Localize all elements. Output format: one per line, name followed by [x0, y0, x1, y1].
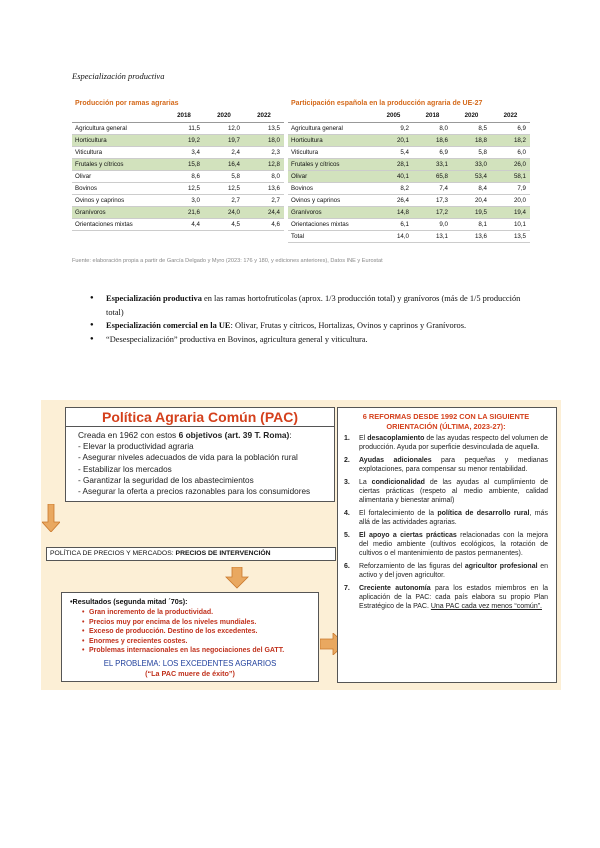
table-cell: 12,8: [244, 158, 284, 170]
table-row: [72, 146, 284, 158]
table-cell: 19,4: [491, 206, 530, 218]
table-cell: 2,7: [204, 194, 244, 206]
table-cell: 8,5: [452, 122, 491, 134]
table-cell: 28,1: [374, 158, 413, 170]
table-cell: 3,0: [164, 194, 204, 206]
table-row: [288, 206, 530, 218]
table-row: [288, 182, 530, 194]
row-label: Ovinos y caprinos: [288, 194, 374, 206]
table-cell: 58,1: [491, 170, 530, 182]
result-item: • Problemas internacionales en las negociaciones del GATT.: [82, 646, 310, 656]
table-cell: 13,5: [491, 230, 530, 242]
table-cell: 11,5: [164, 122, 204, 134]
column-header: 2020: [452, 110, 491, 122]
table-cell: 17,2: [413, 206, 452, 218]
table-cell: 40,1: [374, 170, 413, 182]
pac-objective: - Garantizar la seguridad de los abastecimientos: [78, 475, 254, 485]
column-header: 2022: [491, 110, 530, 122]
table-cell: 17,3: [413, 194, 452, 206]
section-heading: Especialización productiva: [72, 71, 165, 81]
table-row: [72, 218, 284, 230]
table-cell: 21,6: [164, 206, 204, 218]
table-cell: 18,2: [491, 134, 530, 146]
table-cell: 2,7: [244, 194, 284, 206]
table-cell: 8,1: [452, 218, 491, 230]
table-left-title: Producción por ramas agrarias: [75, 100, 179, 107]
table-cell: 20,1: [374, 134, 413, 146]
table-cell: 18,0: [244, 134, 284, 146]
table-cell: 20,0: [491, 194, 530, 206]
pac-objective: - Asegurar la oferta a precios razonables para los consumidores: [78, 487, 311, 497]
results-heading: •Resultados (segunda mitad ´70s):: [70, 597, 188, 606]
pac-objective: - Asegurar niveles adecuados de vida para la población rural: [78, 453, 298, 463]
reforms-box: [337, 407, 557, 683]
results-box: [61, 592, 319, 682]
column-header: 2005: [374, 110, 413, 122]
table-cell: 12,5: [204, 182, 244, 194]
table-row: [72, 182, 284, 194]
row-label: Olivar: [72, 170, 164, 182]
table-cell: 9,0: [413, 218, 452, 230]
bullet-item: ● Especialización productiva en las ramas hortofrutícolas (aprox. 1/3 producción total) y granívoros (más de 1/5 producción total): [90, 292, 540, 319]
table-row: [288, 158, 530, 170]
table-spanish-share-eu27: [288, 97, 530, 243]
table-cell: 13,5: [244, 122, 284, 134]
row-label: Viticultura: [72, 146, 164, 158]
arrow-down-left-icon: [42, 504, 60, 532]
column-header: 2020: [204, 110, 244, 122]
table-row: [288, 218, 530, 230]
table-cell: 8,2: [374, 182, 413, 194]
table-row: [288, 194, 530, 206]
table-cell: 4,6: [244, 218, 284, 230]
row-label: Total: [288, 230, 374, 242]
reform-item: 3. La condicionalidad de las ayudas al cumplimiento de ciertas prácticas (respeto al medio ambiente, calidad alimentaria y bienestar animal): [344, 479, 549, 504]
table-row: [72, 134, 284, 146]
table-cell: 18,8: [452, 134, 491, 146]
table-cell: 7,9: [491, 182, 530, 194]
row-label: Ovinos y caprinos: [72, 194, 164, 206]
table-cell: 65,8: [413, 170, 452, 182]
table-cell: 3,4: [164, 146, 204, 158]
table-row: [72, 194, 284, 206]
table-cell: 6,1: [374, 218, 413, 230]
problem-subtitle: (“La PAC muere de éxito”): [145, 668, 235, 678]
table-row: [72, 206, 284, 218]
table-cell: 15,8: [164, 158, 204, 170]
pac-title: Política Agraria Común (PAC): [66, 408, 334, 427]
table-cell: 14,0: [374, 230, 413, 242]
row-label: Granívoros: [72, 206, 164, 218]
table-cell: 16,4: [204, 158, 244, 170]
table-row: [72, 170, 284, 182]
reform-item: 1. El desacoplamiento de las ayudas respecto del volumen de producción. Ayuda por superficie desvinculada de aquella.: [344, 435, 549, 451]
table-cell: 5,8: [204, 170, 244, 182]
specialization-bullets: [90, 292, 540, 346]
row-label: Horticultura: [288, 134, 374, 146]
table-cell: 13,6: [452, 230, 491, 242]
table-cell: 18,6: [413, 134, 452, 146]
result-item: • Exceso de producción. Destino de los excedentes.: [82, 627, 310, 637]
pac-objective: - Estabilizar los mercados: [78, 464, 172, 474]
pac-objective: - Elevar la productividad agraria: [78, 442, 194, 452]
result-item: • Enormes y crecientes costes.: [82, 637, 310, 647]
table-production-by-branch: [72, 97, 284, 231]
table-cell: 5,4: [374, 146, 413, 158]
pac-objectives-box: [65, 407, 335, 502]
table-cell: 2,3: [244, 146, 284, 158]
reform-item: 5. El apoyo a ciertas prácticas relacionadas con la mejora del medio ambiente (cultivos ecológicos, la rotación de cultivos o el mantenimiento de pastos permanentes).: [344, 532, 549, 557]
table-row: [288, 122, 530, 134]
table-cell: 8,0: [413, 122, 452, 134]
pac-diagram-panel: [41, 400, 561, 690]
reform-item: 7. Creciente autonomía para los estados miembros en la aplicación de la PAC: cada país elabora su propio Plan Estratégico de la PAC. Una PAC cada vez menos “común”.: [344, 585, 548, 610]
table-cell: 26,0: [491, 158, 530, 170]
bullet-item: ● “Desespecialización” productiva en Bovinos, agricultura general y viticultura.: [90, 333, 540, 347]
table-cell: 26,4: [374, 194, 413, 206]
table-cell: 19,2: [164, 134, 204, 146]
column-header: 2018: [164, 110, 204, 122]
table-cell: 2,4: [204, 146, 244, 158]
arrow-down-icon: [225, 567, 249, 589]
table-cell: 8,4: [452, 182, 491, 194]
table-cell: 8,0: [244, 170, 284, 182]
table-cell: 8,6: [164, 170, 204, 182]
result-item: • Gran incremento de la productividad.: [82, 608, 310, 618]
row-label: Olivar: [288, 170, 374, 182]
pac-intro: Creada en 1962 con estos 6 objetivos (art. 39 T. Roma):: [78, 430, 292, 440]
table-cell: 24,4: [244, 206, 284, 218]
bullet-item: ● Especialización comercial en la UE: Olivar, Frutas y cítricos, Hortalizas, Ovinos y caprinos y Granívoros.: [90, 319, 540, 333]
table-cell: 6,9: [491, 122, 530, 134]
table-cell: 13,6: [244, 182, 284, 194]
table-row: [288, 146, 530, 158]
row-label: Orientaciones mixtas: [288, 218, 374, 230]
column-header: 2018: [413, 110, 452, 122]
row-label: Agricultura general: [288, 122, 374, 134]
row-label: Frutales y cítricos: [72, 158, 164, 170]
row-label: Viticultura: [288, 146, 374, 158]
table-cell: 12,0: [204, 122, 244, 134]
table-cell: 4,5: [204, 218, 244, 230]
table-cell: 19,7: [204, 134, 244, 146]
row-label: Bovinos: [72, 182, 164, 194]
row-label: Frutales y cítricos: [288, 158, 374, 170]
table-cell: 6,9: [413, 146, 452, 158]
table-cell: 4,4: [164, 218, 204, 230]
table-row: [288, 134, 530, 146]
reforms-title: 6 REFORMAS DESDE 1992 CON LA SIGUIENTE ORIENTACIÓN (ÚLTIMA, 2023-27):: [362, 412, 530, 431]
result-item: • Precios muy por encima de los niveles mundiales.: [82, 618, 310, 628]
table-cell: 24,0: [204, 206, 244, 218]
table-cell: 19,5: [452, 206, 491, 218]
table-row: [72, 158, 284, 170]
table-cell: 5,8: [452, 146, 491, 158]
table-cell: 12,5: [164, 182, 204, 194]
policy-prices-bar: POLÍTICA DE PRECIOS Y MERCADOS: PRECIOS DE INTERVENCIÓN: [46, 547, 336, 561]
row-label: Agricultura general: [72, 122, 164, 134]
table-cell: 6,0: [491, 146, 530, 158]
problem-statement: EL PROBLEMA: LOS EXCEDENTES AGRARIOS: [103, 658, 277, 668]
row-label: Orientaciones mixtas: [72, 218, 164, 230]
table-cell: 14,8: [374, 206, 413, 218]
reform-item: 2. Ayudas adicionales para pequeñas y medianas explotaciones, para compensar su menor rentabilidad.: [344, 457, 548, 474]
table-right-title: Participación española en la producción agraria de UE-27: [291, 100, 483, 107]
table-cell: 20,4: [452, 194, 491, 206]
table-cell: 9,2: [374, 122, 413, 134]
table-cell: 53,4: [452, 170, 491, 182]
table-cell: 7,4: [413, 182, 452, 194]
table-source-note: Fuente: elaboración propia a partir de García Delgado y Myro (2023: 176 y 180, y ediciones anteriores), Datos INE y Eurostat: [72, 258, 383, 264]
table-row: [72, 122, 284, 134]
row-label: Horticultura: [72, 134, 164, 146]
table-cell: 13,1: [413, 230, 452, 242]
table-cell: 10,1: [491, 218, 530, 230]
row-label: Bovinos: [288, 182, 374, 194]
table-row: [288, 170, 530, 182]
column-header: 2022: [244, 110, 284, 122]
reform-item: 4. El fortalecimiento de la política de desarrollo rural, más allá de las actividades agrarias.: [344, 510, 548, 527]
table-cell: 33,1: [413, 158, 452, 170]
table-row: [288, 230, 530, 242]
reform-item: 6. Reforzamiento de las figuras del agricultor profesional en activo y del joven agricultor.: [344, 563, 548, 580]
row-label: Granívoros: [288, 206, 374, 218]
table-cell: 33,0: [452, 158, 491, 170]
